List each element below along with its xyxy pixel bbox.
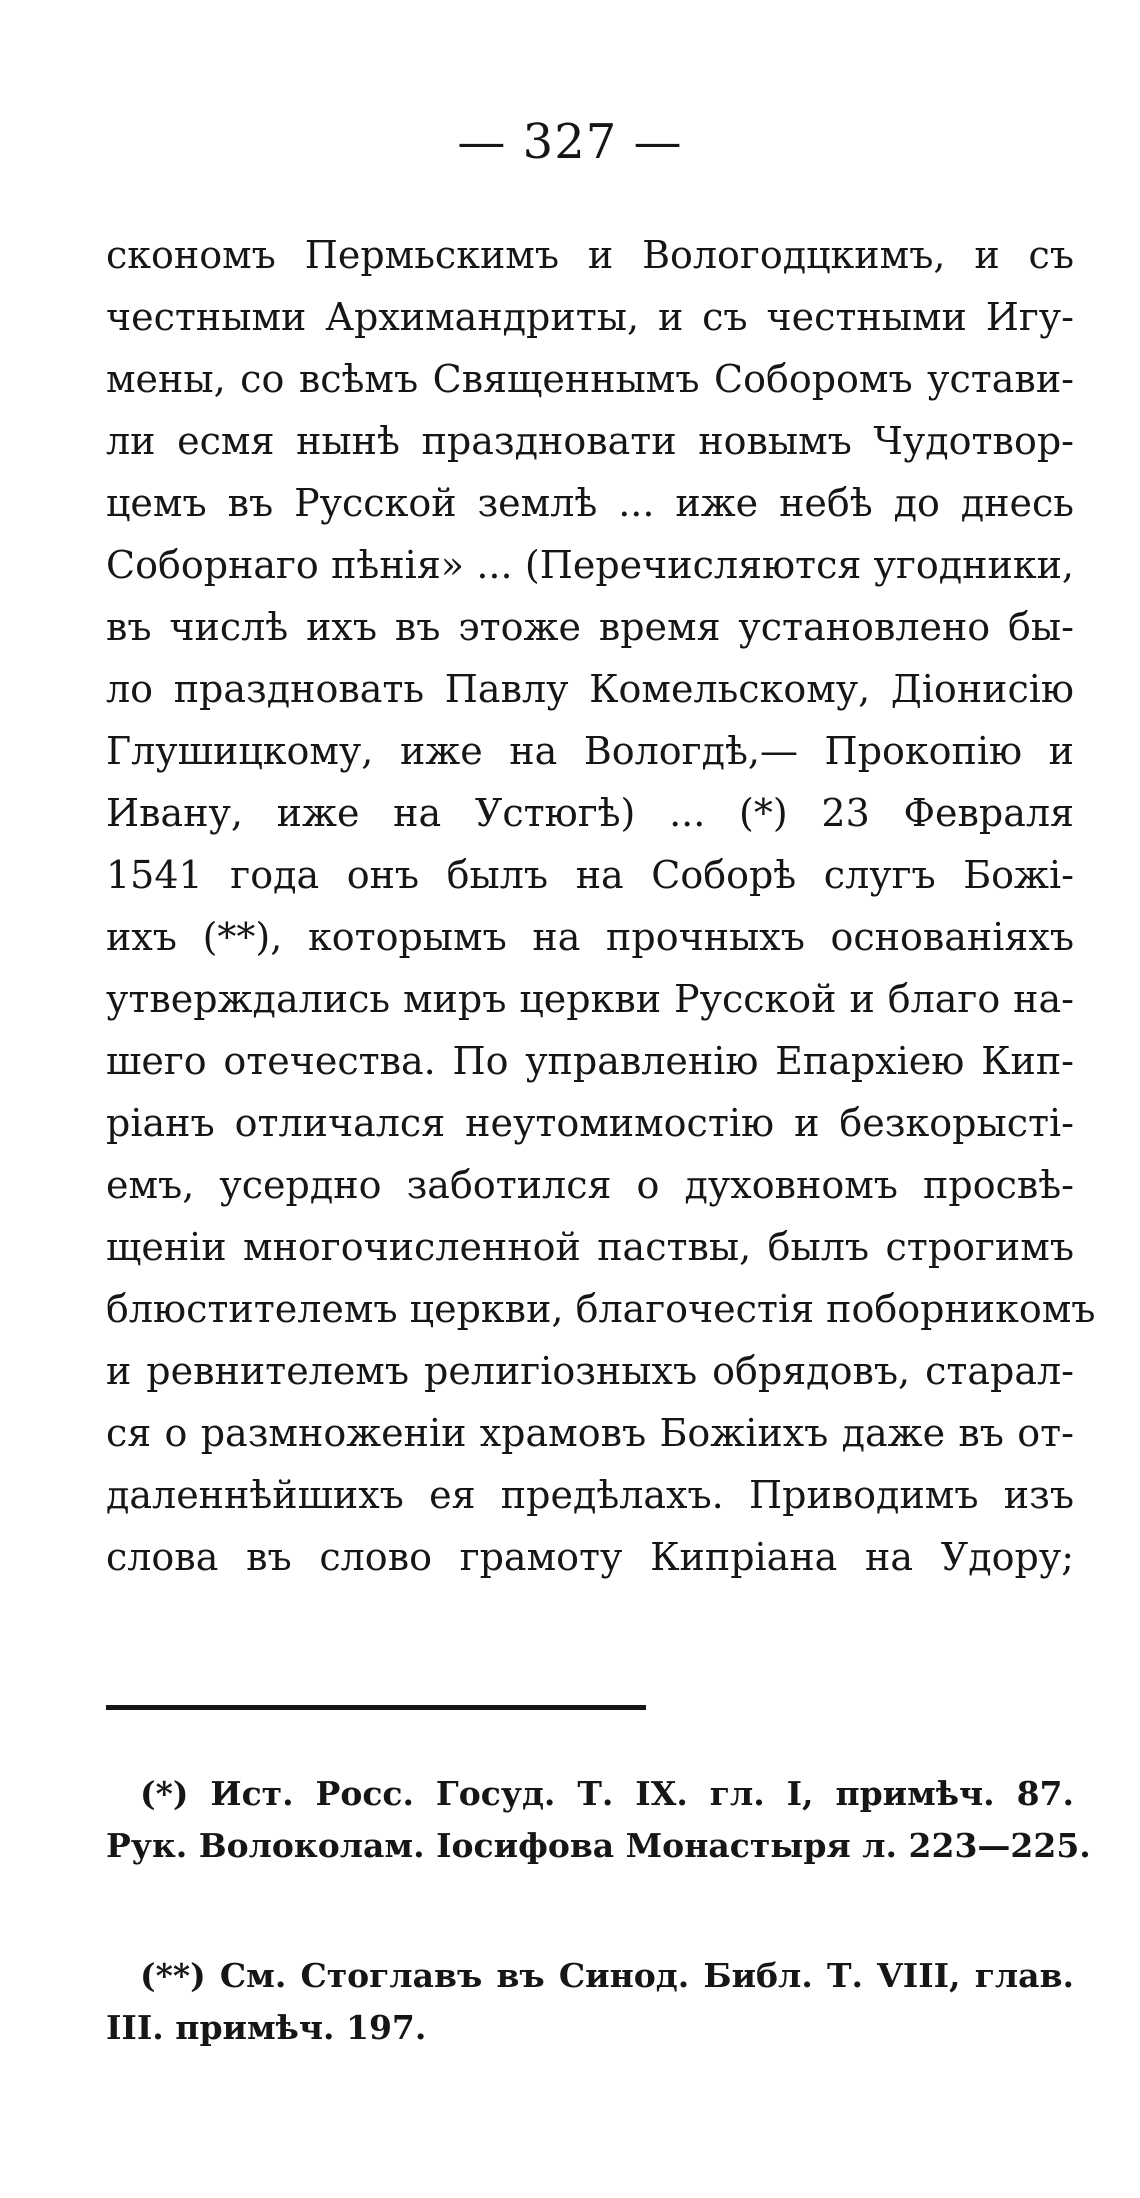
text-line: ихъ (**), которымъ на прочныхъ основаніяхъ [106, 915, 1074, 959]
text-line: ся о размноженіи храмовъ Божіихъ даже въ от- [106, 1411, 1074, 1455]
text-line: честными Архимандриты, и съ честными Игу- [106, 295, 1074, 339]
text-line: Глушицкому, иже на Вологдѣ,— Прокопію и [106, 729, 1074, 773]
text-line: утверждались миръ церкви Русской и благо на- [106, 977, 1074, 1021]
text-line: въ числѣ ихъ въ этоже время установлено бы- [106, 605, 1074, 649]
text-line: Соборнаго пѣнія» ... (Перечисляются угодники, [106, 543, 1074, 587]
footnote-2 [106, 1950, 1074, 2054]
footnote-line: III. примѣч. 197. [106, 2008, 427, 2047]
page-number: — 327 — [457, 114, 683, 170]
text-line: и ревнителемъ религіозныхъ обрядовъ, старал- [106, 1349, 1074, 1393]
text-line: шего отечества. По управленію Епархіею Кип- [106, 1039, 1074, 1083]
footnote-1 [106, 1768, 1091, 1872]
footnote-divider [106, 1705, 646, 1710]
footnote-line: (*) Ист. Росс. Госуд. Т. IX. гл. I, примѣч. 87. [140, 1774, 1074, 1813]
text-line: 1541 года онъ былъ на Соборѣ слугъ Божі- [106, 853, 1074, 897]
text-line: слова въ слово грамоту Кипріана на Удору; [106, 1535, 1074, 1579]
text-line: ло праздновать Павлу Комельскому, Діонисію [106, 667, 1074, 711]
text-line: емъ, усердно заботился о духовномъ просвѣ- [106, 1163, 1074, 1207]
text-line: блюстителемъ церкви, благочестія поборникомъ [106, 1287, 1096, 1331]
text-line: щеніи многочисленной паствы, былъ строгимъ [106, 1225, 1074, 1269]
text-line: Ивану, иже на Устюгѣ) ... (*) 23 Февраля [106, 791, 1074, 835]
text-line: даленнѣйшихъ ея предѣлахъ. Приводимъ изъ [106, 1473, 1074, 1517]
text-line: ріанъ отличался неутомимостію и безкорысті- [106, 1101, 1074, 1145]
text-line: цемъ въ Русской землѣ ... иже небѣ до днесь [106, 481, 1074, 525]
footnote-line: Рук. Волоколам. Іосифова Монастыря л. 223—225. [106, 1826, 1091, 1865]
footnote-line: (**) См. Стоглавъ въ Синод. Библ. Т. VIII, глав. [140, 1956, 1074, 1995]
text-line: мены, со всѣмъ Священнымъ Соборомъ устави- [106, 357, 1074, 401]
body-text [106, 224, 1096, 1588]
text-line: ли есмя нынѣ праздновати новымъ Чудотвор- [106, 419, 1074, 463]
text-line: скономъ Пермьскимъ и Вологодцкимъ, и съ [106, 233, 1074, 277]
